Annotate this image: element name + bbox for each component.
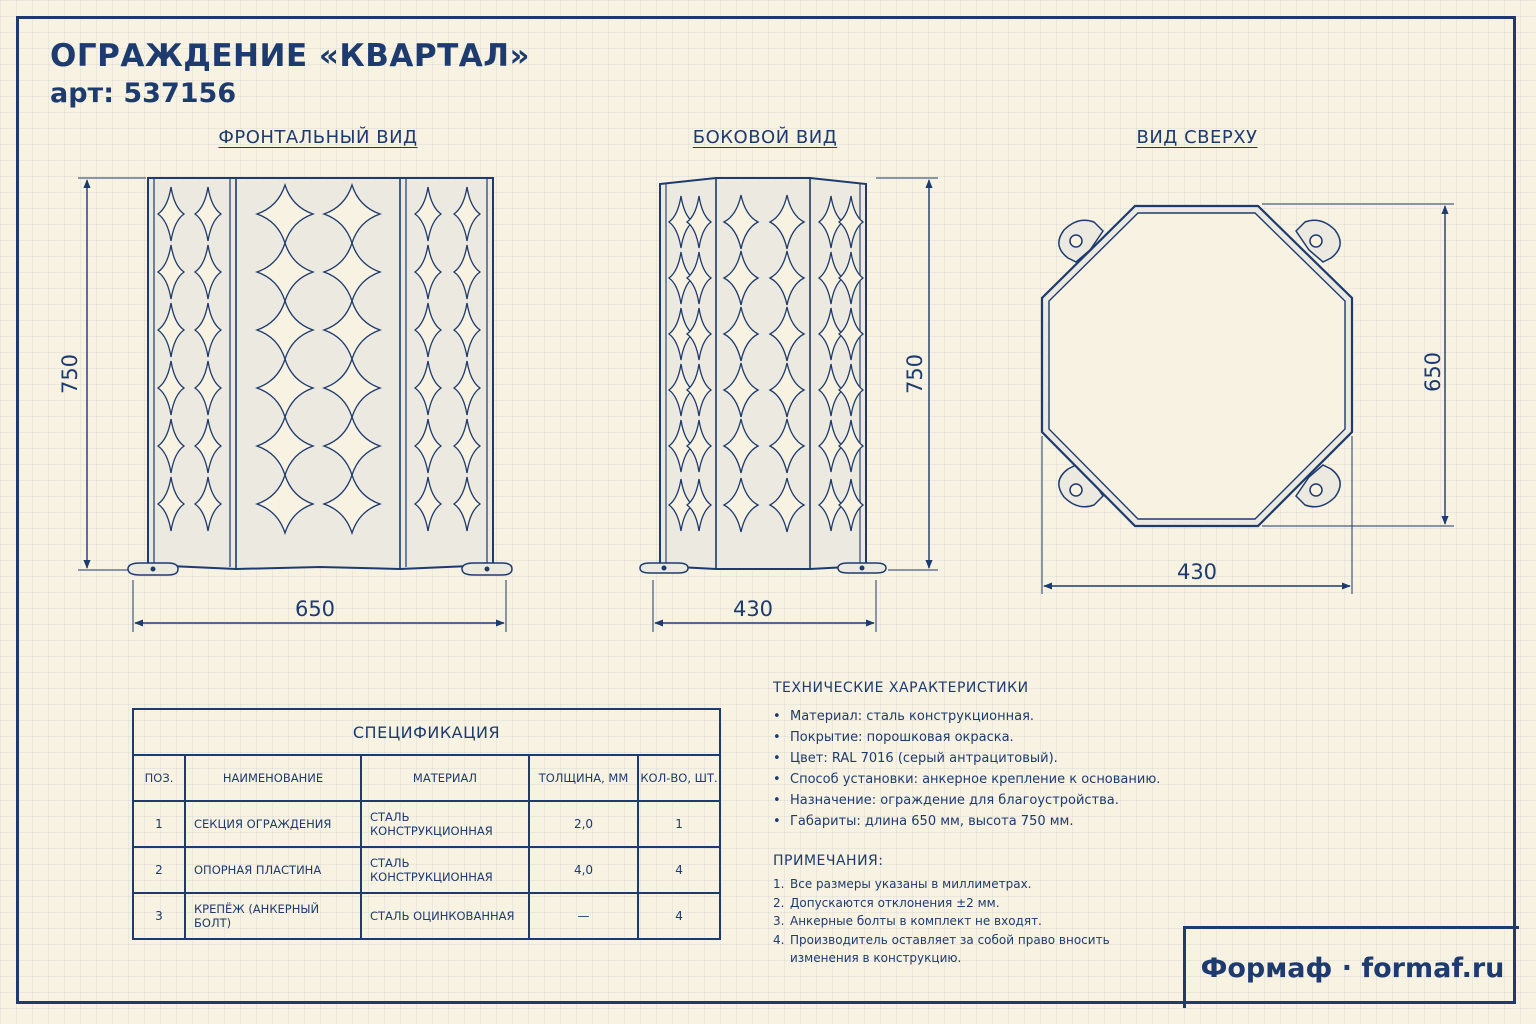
notes-section	[773, 853, 1173, 968]
top-view-title: ВИД СВЕРХУ	[1136, 127, 1258, 148]
col-header-material: МАТЕРИАЛ	[361, 755, 529, 801]
cell-name: ОПОРНАЯ ПЛАСТИНА	[185, 847, 361, 893]
brand-label: Формаф · formaf.ru	[1200, 953, 1505, 984]
table-row	[133, 893, 720, 939]
col-header-position: ПОЗ.	[133, 755, 185, 801]
front-view	[58, 178, 512, 632]
tech-heading: ТЕХНИЧЕСКИЕ ХАРАКТЕРИСТИКИ	[773, 680, 1029, 696]
cell-quantity: 4	[638, 893, 720, 939]
front-bolt-right	[485, 567, 490, 572]
article-number: арт: 537156	[50, 78, 237, 109]
cell-position: 2	[133, 847, 185, 893]
tech-item: • Материал: сталь конструкционная.	[773, 706, 1193, 727]
tech-item: • Покрытие: порошковая окраска.	[773, 727, 1193, 748]
note-text: Анкерные болты в комплект не входят.	[790, 914, 1042, 928]
cell-thickness: —	[529, 893, 638, 939]
cell-name: КРЕПЁЖ (АНКЕРНЫЙ БОЛТ)	[185, 893, 361, 939]
cell-material: СТАЛЬ КОНСТРУКЦИОННАЯ	[361, 847, 529, 893]
note-number: 2.	[773, 895, 785, 910]
col-header-thickness: ТОЛЩИНА, ММ	[529, 755, 638, 801]
note-item	[773, 875, 1173, 894]
front-view-title: ФРОНТАЛЬНЫЙ ВИД	[218, 127, 418, 148]
cell-thickness: 4,0	[529, 847, 638, 893]
front-height-label: 750	[58, 353, 82, 395]
top-depth-label: 650	[1421, 351, 1445, 393]
side-view	[640, 178, 938, 632]
note-item	[773, 931, 1173, 968]
spec-table-caption: СПЕЦИФИКАЦИЯ	[133, 709, 720, 755]
front-bolt-left	[151, 567, 156, 572]
cell-quantity: 1	[638, 801, 720, 847]
cell-position: 3	[133, 893, 185, 939]
notes-heading: ПРИМЕЧАНИЯ:	[773, 853, 884, 869]
side-bolt-left	[662, 566, 667, 571]
cell-name: СЕКЦИЯ ОГРАЖДЕНИЯ	[185, 801, 361, 847]
notes-list	[773, 875, 1173, 968]
side-width-label: 430	[732, 597, 774, 621]
note-item	[773, 894, 1173, 913]
side-width-dimension	[653, 580, 876, 632]
cell-thickness: 2,0	[529, 801, 638, 847]
note-number: 4.	[773, 932, 785, 947]
table-row	[133, 801, 720, 847]
note-text: Допускаются отклонения ±2 мм.	[790, 895, 1000, 910]
front-height-dimension	[58, 178, 146, 570]
front-panel-outline	[148, 178, 493, 569]
spec-table-header-row	[133, 755, 720, 801]
page-title: ОГРАЖДЕНИЕ «КВАРТАЛ»	[50, 38, 531, 74]
side-height-dimension	[876, 178, 938, 570]
note-number: 3.	[773, 914, 785, 928]
note-text: Производитель оставляет за собой право вносить изменения в конструкцию.	[790, 932, 1110, 965]
cell-quantity: 4	[638, 847, 720, 893]
col-header-name: НАИМЕНОВАНИЕ	[185, 755, 361, 801]
col-header-quantity: КОЛ-ВО, ШТ.	[638, 755, 720, 801]
front-width-label: 650	[294, 597, 336, 621]
tech-item: • Цвет: RAL 7016 (серый антрацитовый).	[773, 748, 1193, 769]
cell-position: 1	[133, 801, 185, 847]
tech-item: • Способ установки: анкерное крепление к основанию.	[773, 769, 1193, 790]
side-bolt-right	[860, 566, 865, 571]
tech-list	[773, 706, 1193, 832]
specification-table	[132, 708, 721, 940]
title-block	[1183, 926, 1519, 1008]
cell-material: СТАЛЬ ОЦИНКОВАННАЯ	[361, 893, 529, 939]
technical-characteristics	[773, 680, 1193, 832]
cell-material: СТАЛЬ КОНСТРУКЦИОННАЯ	[361, 801, 529, 847]
table-row	[133, 847, 720, 893]
side-view-title: БОКОВОЙ ВИД	[692, 127, 838, 148]
note-item	[773, 912, 1173, 931]
tech-item: • Габариты: длина 650 мм, высота 750 мм.	[773, 811, 1193, 832]
top-view	[1042, 204, 1454, 594]
top-octagon	[1042, 206, 1352, 526]
side-height-label: 750	[903, 353, 927, 395]
note-text: Все размеры указаны в миллиметрах.	[790, 877, 1032, 891]
front-width-dimension	[133, 580, 506, 632]
note-number: 1.	[773, 877, 785, 891]
top-width-label: 430	[1176, 560, 1218, 584]
tech-item: • Назначение: ограждение для благоустройства.	[773, 790, 1193, 811]
